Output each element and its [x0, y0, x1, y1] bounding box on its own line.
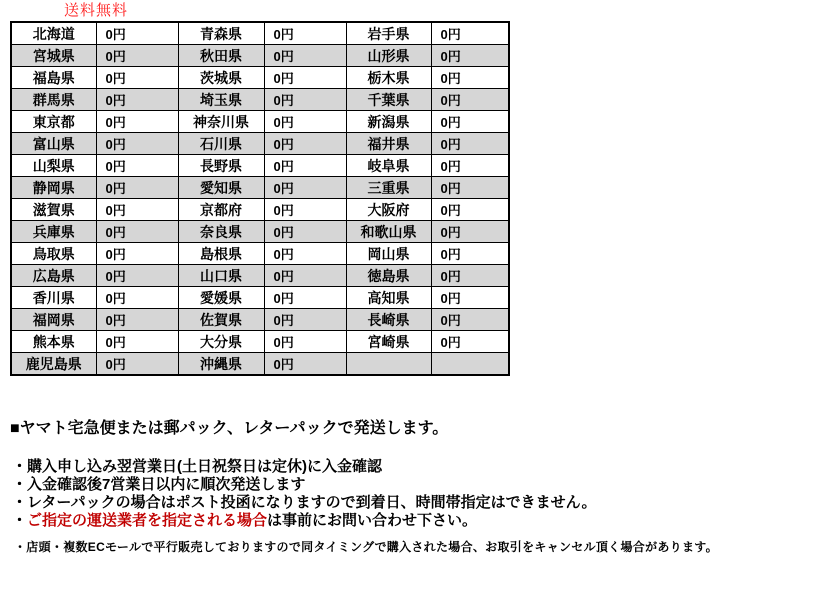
note-carrier-bullet: ・ [12, 512, 28, 529]
fee-cell: 0円 [431, 177, 509, 199]
fee-cell: 0円 [96, 221, 178, 243]
fee-cell: 0円 [431, 287, 509, 309]
table-row [11, 287, 509, 309]
fee-cell: 0円 [431, 155, 509, 177]
prefecture-cell: 香川県 [11, 287, 96, 309]
table-row [11, 111, 509, 133]
shipping-table-body [11, 22, 509, 375]
prefecture-cell: 埼玉県 [178, 89, 264, 111]
fee-cell: 0円 [264, 89, 346, 111]
fee-cell: 0円 [431, 111, 509, 133]
fee-cell: 0円 [96, 45, 178, 67]
prefecture-cell: 熊本県 [11, 331, 96, 353]
table-row [11, 309, 509, 331]
fee-cell [431, 353, 509, 376]
shipping-fee-table [10, 21, 510, 376]
prefecture-cell: 宮崎県 [346, 331, 431, 353]
fee-cell: 0円 [264, 111, 346, 133]
prefecture-cell: 岐阜県 [346, 155, 431, 177]
shipping-method-note: ■ヤマト宅急便または郵パック、レターパックで発送します。 [10, 420, 449, 437]
prefecture-cell: 北海道 [11, 22, 96, 45]
prefecture-cell: 奈良県 [178, 221, 264, 243]
table-row [11, 133, 509, 155]
prefecture-cell: 福島県 [11, 67, 96, 89]
fee-cell: 0円 [264, 199, 346, 221]
note-carrier-request-highlight: ご指定の運送業者を指定される場合 [27, 512, 268, 529]
fee-cell: 0円 [431, 243, 509, 265]
fee-cell: 0円 [264, 45, 346, 67]
prefecture-cell: 宮城県 [11, 45, 96, 67]
prefecture-cell: 佐賀県 [178, 309, 264, 331]
prefecture-cell: 和歌山県 [346, 221, 431, 243]
fee-cell: 0円 [264, 177, 346, 199]
fee-cell: 0円 [96, 133, 178, 155]
fee-cell: 0円 [264, 155, 346, 177]
table-row [11, 89, 509, 111]
table-row [11, 221, 509, 243]
prefecture-cell [346, 353, 431, 376]
prefecture-cell: 静岡県 [11, 177, 96, 199]
prefecture-cell: 岡山県 [346, 243, 431, 265]
prefecture-cell: 東京都 [11, 111, 96, 133]
table-row [11, 22, 509, 45]
fee-cell: 0円 [431, 45, 509, 67]
fee-cell: 0円 [431, 89, 509, 111]
prefecture-cell: 新潟県 [346, 111, 431, 133]
note-shipping-schedule: ・入金確認後7営業日以内に順次発送します [12, 476, 306, 493]
prefecture-cell: 山梨県 [11, 155, 96, 177]
prefecture-cell: 滋賀県 [11, 199, 96, 221]
fee-cell: 0円 [96, 177, 178, 199]
prefecture-cell: 大分県 [178, 331, 264, 353]
prefecture-cell: 大阪府 [346, 199, 431, 221]
table-row [11, 353, 509, 376]
fee-cell: 0円 [431, 331, 509, 353]
table-row [11, 331, 509, 353]
prefecture-cell: 長野県 [178, 155, 264, 177]
prefecture-cell: 長崎県 [346, 309, 431, 331]
fee-cell: 0円 [96, 265, 178, 287]
table-row [11, 45, 509, 67]
fee-cell: 0円 [264, 221, 346, 243]
fee-cell: 0円 [431, 22, 509, 45]
prefecture-cell: 三重県 [346, 177, 431, 199]
fee-cell: 0円 [431, 199, 509, 221]
table-row [11, 155, 509, 177]
prefecture-cell: 石川県 [178, 133, 264, 155]
fee-cell: 0円 [264, 67, 346, 89]
table-row [11, 67, 509, 89]
prefecture-cell: 山口県 [178, 265, 264, 287]
fee-cell: 0円 [264, 133, 346, 155]
fee-cell: 0円 [96, 199, 178, 221]
table-row [11, 199, 509, 221]
note-letterpack-delivery: ・レターパックの場合はポスト投函になりますので到着日、時間帯指定はできません。 [12, 494, 597, 511]
fee-cell: 0円 [264, 243, 346, 265]
table-row [11, 243, 509, 265]
fee-cell: 0円 [431, 221, 509, 243]
prefecture-cell: 鳥取県 [11, 243, 96, 265]
prefecture-cell: 沖縄県 [178, 353, 264, 376]
prefecture-cell: 岩手県 [346, 22, 431, 45]
note-carrier-request-rest: は事前にお問い合わせ下さい。 [267, 512, 478, 529]
note-carrier-request [12, 512, 597, 530]
fee-cell: 0円 [264, 353, 346, 376]
table-row [11, 265, 509, 287]
prefecture-cell: 愛知県 [178, 177, 264, 199]
shipping-notes-list [12, 458, 597, 530]
fee-cell: 0円 [96, 111, 178, 133]
fee-cell: 0円 [264, 287, 346, 309]
prefecture-cell: 福岡県 [11, 309, 96, 331]
fee-cell: 0円 [96, 22, 178, 45]
fee-cell: 0円 [96, 353, 178, 376]
fee-cell: 0円 [96, 309, 178, 331]
fee-cell: 0円 [264, 265, 346, 287]
prefecture-cell: 山形県 [346, 45, 431, 67]
prefecture-cell: 兵庫県 [11, 221, 96, 243]
prefecture-cell: 茨城県 [178, 67, 264, 89]
prefecture-cell: 高知県 [346, 287, 431, 309]
note-parallel-sales: ・店頭・複数ECモールで平行販売しておりますので同タイミングで購入された場合、お取引をキャンセル頂く場合があります。 [14, 540, 718, 554]
prefecture-cell: 秋田県 [178, 45, 264, 67]
prefecture-cell: 千葉県 [346, 89, 431, 111]
fee-cell: 0円 [264, 331, 346, 353]
fee-cell: 0円 [264, 309, 346, 331]
table-row [11, 177, 509, 199]
fee-cell: 0円 [431, 67, 509, 89]
prefecture-cell: 神奈川県 [178, 111, 264, 133]
fee-cell: 0円 [96, 331, 178, 353]
prefecture-cell: 愛媛県 [178, 287, 264, 309]
prefecture-cell: 福井県 [346, 133, 431, 155]
prefecture-cell: 富山県 [11, 133, 96, 155]
fee-cell: 0円 [431, 309, 509, 331]
prefecture-cell: 徳島県 [346, 265, 431, 287]
prefecture-cell: 京都府 [178, 199, 264, 221]
fee-cell: 0円 [96, 243, 178, 265]
prefecture-cell: 栃木県 [346, 67, 431, 89]
prefecture-cell: 鹿児島県 [11, 353, 96, 376]
fee-cell: 0円 [96, 155, 178, 177]
prefecture-cell: 群馬県 [11, 89, 96, 111]
free-shipping-label: 送料無料 [64, 2, 129, 19]
fee-cell: 0円 [96, 287, 178, 309]
fee-cell: 0円 [96, 67, 178, 89]
prefecture-cell: 青森県 [178, 22, 264, 45]
note-payment-confirmation: ・購入申し込み翌営業日(土日祝祭日は定休)に入金確認 [12, 458, 382, 475]
fee-cell: 0円 [431, 133, 509, 155]
prefecture-cell: 島根県 [178, 243, 264, 265]
fee-cell: 0円 [264, 22, 346, 45]
fee-cell: 0円 [431, 265, 509, 287]
prefecture-cell: 広島県 [11, 265, 96, 287]
fee-cell: 0円 [96, 89, 178, 111]
